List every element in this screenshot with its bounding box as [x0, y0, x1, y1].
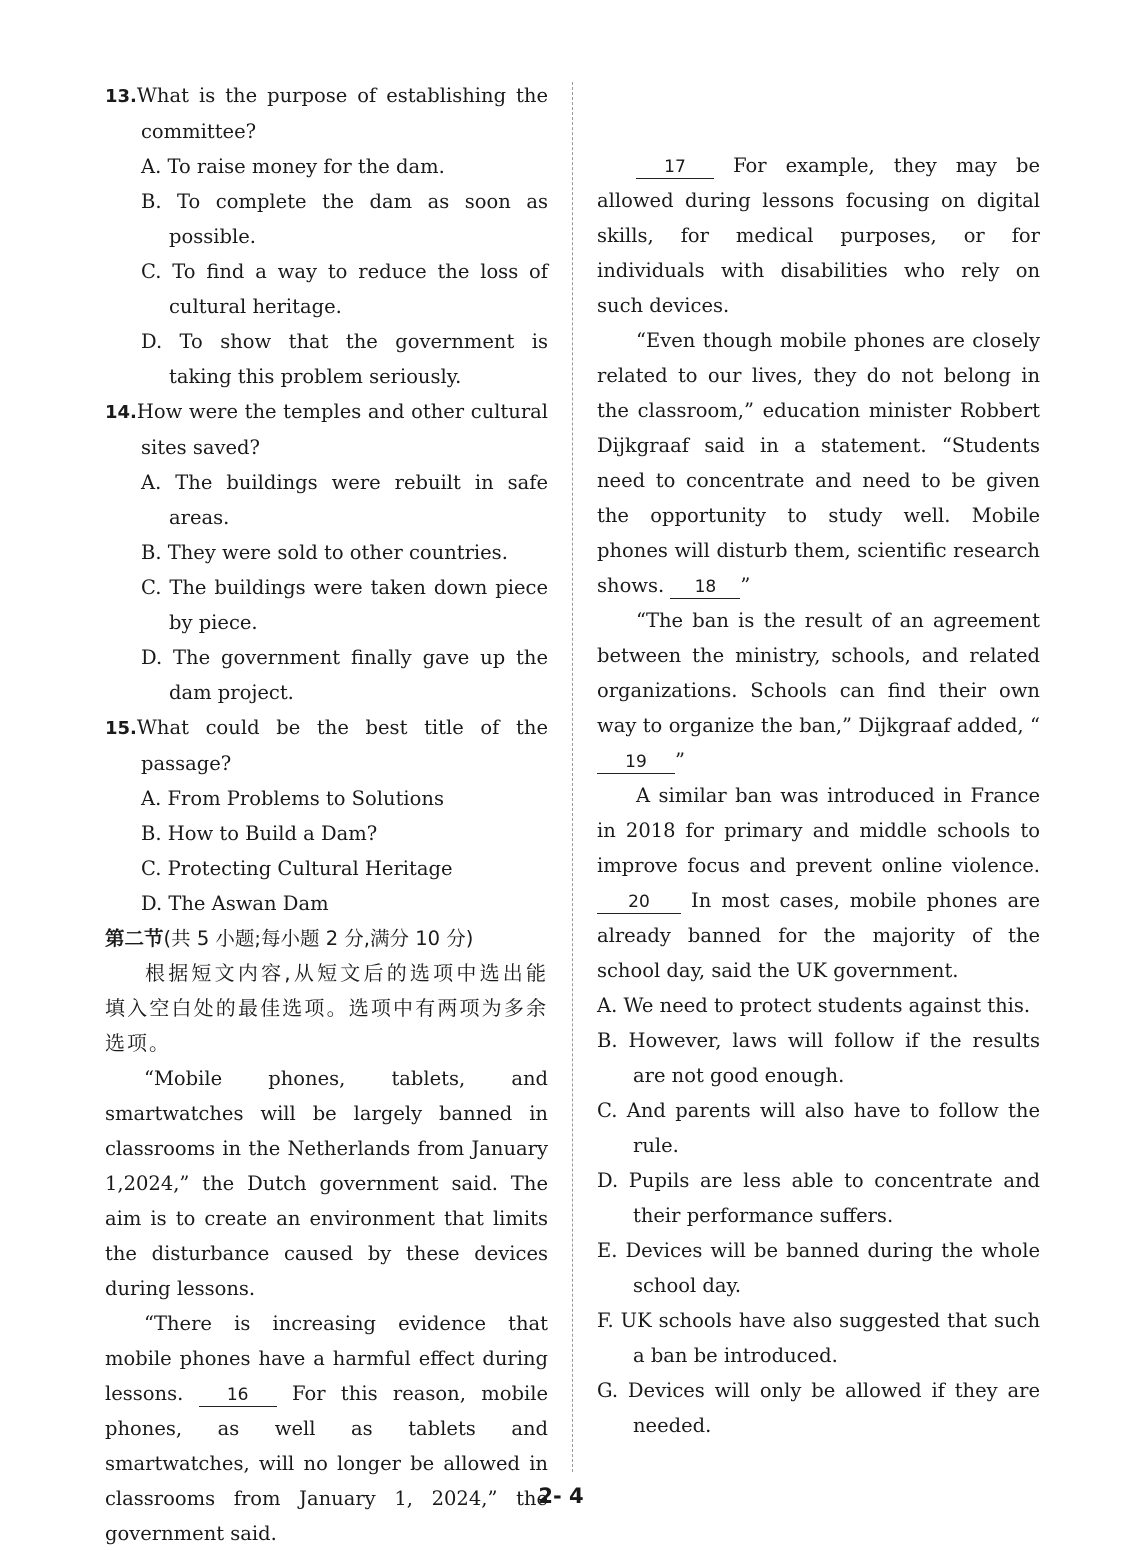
question-number: 14. [105, 402, 137, 423]
blank-20[interactable]: 20 [597, 891, 681, 914]
page-number: 2- 4 [538, 1484, 584, 1508]
section-title: 第二节 [105, 927, 164, 950]
question-stem [105, 710, 548, 781]
question-text: What is the purpose of establishing the committee? [136, 84, 548, 143]
continued-text-spacer [597, 78, 1040, 148]
passage-text: A similar ban was introduced in France in 2018 for primary and middle schools to improve focus and prevent online violence. [597, 784, 1040, 877]
option-c: C. The buildings were taken down piece by piece. [141, 576, 548, 634]
passage-text: “The ban is the result of an agreement between the ministry, schools, and related organizations. Schools can find their own way to organize the ban,” Dijkgraaf added, “ [597, 609, 1040, 737]
option-a: A. From Problems to Solutions [141, 787, 444, 810]
passage-paragraph-1: “Mobile phones, tablets, and smartwatches will be largely banned in classrooms in the Netherlands from January 1,2024,” the Dutch government said. The aim is to create an environment that limits the disturbance caused by these devices during lessons. [105, 1067, 548, 1300]
choice-d: D. Pupils are less able to concentrate and their performance suffers. [597, 1169, 1040, 1227]
passage-paragraph-2 [105, 1306, 548, 1551]
passage-text: For this reason, mobile phones, as well as tablets and smartwatches, will no longer be allowed in classrooms from January 1, 2024,” the government said. [105, 1382, 549, 1545]
option-a: A. The buildings were rebuilt in safe areas. [141, 471, 548, 529]
right-column [597, 78, 1040, 1443]
passage-text: “There is increasing evidence that mobile phones have a harmful effect during lessons. [105, 1312, 548, 1405]
passage-text: For example, they may be allowed during lessons focusing on digital skills, for medical purposes, or for individuals with disabilities who rely on such devices. [597, 154, 1041, 317]
blank-17[interactable]: 17 [636, 156, 714, 179]
blank-19[interactable]: 19 [597, 751, 675, 774]
question-14 [105, 394, 548, 710]
answer-choices [597, 988, 1040, 1443]
option-b: B. They were sold to other countries. [141, 541, 508, 564]
question-text: How were the temples and other cultural sites saved? [136, 400, 548, 459]
question-number: 13. [105, 86, 137, 107]
option-d: D. To show that the government is taking this problem seriously. [141, 330, 548, 388]
choice-e: E. Devices will be banned during the whole school day. [597, 1239, 1040, 1297]
option-b: B. To complete the dam as soon as possible. [141, 190, 548, 248]
choice-a: A. We need to protect students against this. [597, 994, 1031, 1017]
question-text: What could be the best title of the passage? [136, 716, 548, 775]
passage-paragraph-5 [597, 603, 1040, 778]
question-stem [105, 394, 548, 465]
choice-g: G. Devices will only be allowed if they are needed. [597, 1379, 1040, 1437]
question-number: 15. [105, 718, 137, 739]
section-meta: (共 5 小题;每小题 2 分,满分 10 分) [163, 927, 474, 950]
option-b: B. How to Build a Dam? [141, 822, 378, 845]
blank-16[interactable]: 16 [199, 1384, 277, 1407]
choice-f: F. UK schools have also suggested that such a ban be introduced. [597, 1309, 1040, 1367]
option-c: C. Protecting Cultural Heritage [141, 857, 453, 880]
question-stem [105, 78, 548, 149]
choice-c: C. And parents will also have to follow the rule. [597, 1099, 1040, 1157]
question-15 [105, 710, 548, 921]
passage-text: “Even though mobile phones are closely related to our lives, they do not belong in the classroom,” education minister Robbert Dijkgraaf said in a statement. “Students need to concentrate and need to be given the opportunity to study well. Mobile phones will disturb them, scientific research shows. [597, 329, 1040, 597]
section-instructions: 根据短文内容,从短文后的选项中选出能填入空白处的最佳选项。选项中有两项为多余选项。 [105, 961, 548, 1055]
passage-paragraph-4 [597, 323, 1040, 603]
option-c: C. To find a way to reduce the loss of cultural heritage. [141, 260, 548, 318]
option-d: D. The government finally gave up the dam project. [141, 646, 548, 704]
passage-text: ” [740, 574, 751, 597]
blank-18[interactable]: 18 [670, 576, 740, 599]
left-column [105, 78, 548, 1551]
passage-paragraph-6 [597, 778, 1040, 988]
passage-text: In most cases, mobile phones are already banned for the majority of the school day, said the UK government. [597, 889, 1040, 982]
choice-b: B. However, laws will follow if the results are not good enough. [597, 1029, 1040, 1087]
option-d: D. The Aswan Dam [141, 892, 329, 915]
passage-text: ” [675, 749, 685, 772]
passage-paragraph-3 [597, 148, 1040, 323]
option-a: A. To raise money for the dam. [141, 155, 445, 178]
section-heading [105, 921, 548, 956]
question-13 [105, 78, 548, 394]
column-divider [572, 82, 573, 1472]
